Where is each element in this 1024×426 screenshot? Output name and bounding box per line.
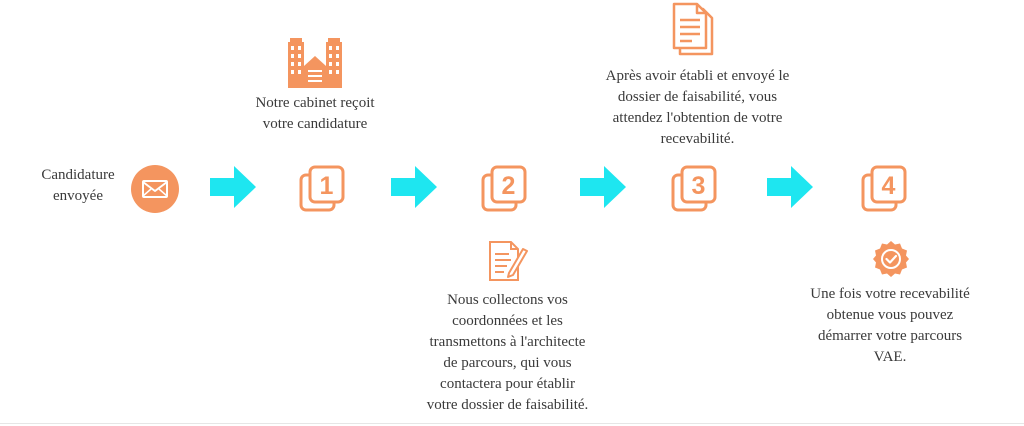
step-3-line: attendez l'obtention de votre: [612, 110, 783, 126]
arrow-right-icon-1: [210, 166, 258, 208]
step-number-3: 3: [691, 172, 706, 200]
step-badge-3: [670, 164, 720, 214]
step-1-text: [230, 93, 400, 135]
start-label-line1: Candidature: [41, 167, 115, 183]
step-4-text: [785, 284, 995, 368]
step-2-line: transmettons à l'architecte: [429, 334, 586, 350]
step-2-line: Nous collectons vos: [447, 292, 568, 308]
bottom-divider: [0, 423, 1024, 424]
arrow-right-icon-3: [580, 166, 628, 208]
office-building-icon: [286, 36, 344, 88]
step-2-line: coordonnées et les: [452, 313, 563, 329]
step-badge-2: [480, 164, 530, 214]
step-2-line: de parcours, qui vous: [443, 355, 572, 371]
start-label-line2: envoyée: [53, 188, 103, 204]
step-number-2: 2: [501, 172, 516, 200]
step-2-line: votre dossier de faisabilité.: [426, 397, 589, 413]
step-badge-1: [298, 164, 348, 214]
documents-icon: [670, 2, 718, 56]
step-number-4: 4: [881, 172, 896, 200]
step-3-line: Après avoir établi et envoyé le: [605, 68, 790, 84]
step-1-line: votre candidature: [262, 116, 368, 132]
step-1-line: Notre cabinet reçoit: [255, 95, 375, 111]
step-4-line: Une fois votre recevabilité: [810, 286, 970, 302]
step-4-line: obtenue vous pouvez: [826, 307, 954, 323]
document-pencil-icon: [487, 240, 529, 282]
step-badge-4: [860, 164, 910, 214]
step-2-text: [395, 290, 620, 416]
arrow-right-icon-4: [767, 166, 815, 208]
arrow-right-icon-2: [391, 166, 439, 208]
step-2-line: contactera pour établir: [440, 376, 575, 392]
step-4-line: démarrer votre parcours: [817, 328, 963, 344]
envelope-icon: [130, 164, 180, 214]
step-3-line: recevabilité.: [660, 131, 735, 147]
step-number-1: 1: [319, 172, 334, 200]
step-3-line: dossier de faisabilité, vous: [617, 89, 778, 105]
step-4-line: VAE.: [873, 349, 907, 365]
start-label: [14, 165, 142, 207]
step-3-text: [575, 66, 820, 150]
badge-check-icon: [872, 240, 910, 278]
